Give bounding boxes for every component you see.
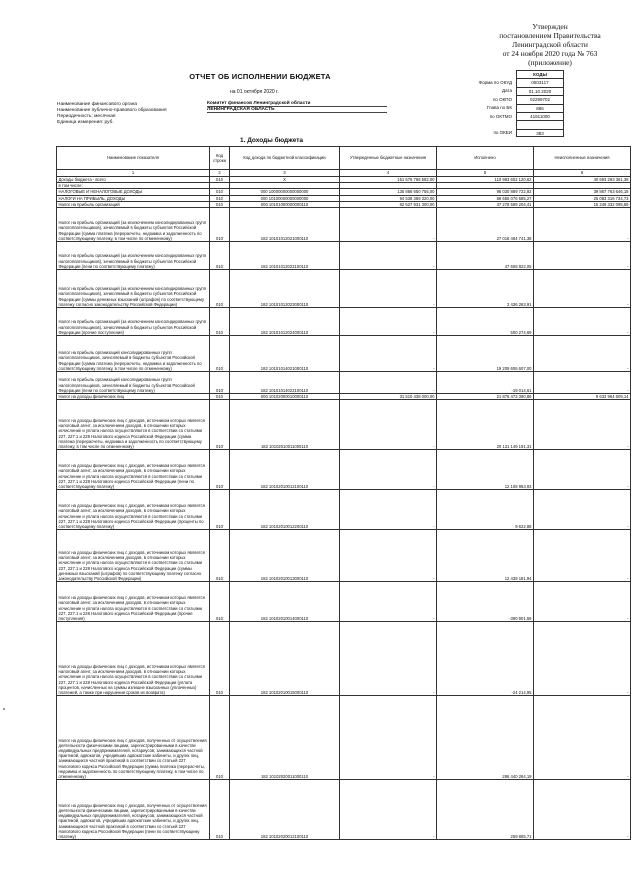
row-executed: -19 014,61: [437, 372, 534, 394]
row-executed: -390 901,56: [437, 582, 534, 622]
row-name: Налог на прибыль организаций: [57, 201, 210, 207]
row-approved: 151 576 796 582,00: [340, 177, 437, 183]
row-name: Налог на прибыль организаций консолидированных групп налогоплательщиков, зачисляемый в бюджеты субъектов Российской Федерации (сумма платежа (перерасчеты, недоимка и задолженность по соответствующему платежу, в том числе по отмененному): [57, 336, 210, 372]
row-line-code: 010: [210, 394, 230, 400]
table-row: [57, 622, 631, 696]
row-income-code: 000 10100000000000000: [230, 195, 340, 201]
code-label: по ОКТМО: [489, 113, 512, 119]
row-approved: -: [340, 622, 437, 696]
row-approved: -: [340, 208, 437, 242]
info-label: Наименование публично-правового образования: [57, 107, 167, 113]
row-name: Налог на доходы физических лиц с доходов, источником которых является налоговый агент, за исключением доходов, в отношении которых исчисление и уплата налога осуществляются в соответствии со статьями 227, 227.1 и 228 Налогового кодекса Российской Федерации (прочие поступления): [57, 582, 210, 622]
row-name: Налог на прибыль организаций (за исключением консолидированных групп налогоплательщиков), зачисляемый в бюджеты субъектов Российской Федерации (прочие поступления): [57, 308, 210, 336]
code-value: 383: [516, 129, 564, 137]
row-income-code: 000 10101000000000110: [230, 201, 340, 207]
row-approved: -: [340, 696, 437, 780]
row-line-code: 010: [210, 696, 230, 780]
table-body: [57, 177, 631, 840]
codes-header: КОДЫ: [516, 70, 564, 78]
row-unexecuted: -: [534, 622, 631, 696]
row-executed: 47 278 599 204,41: [437, 201, 534, 207]
row-approved: -: [340, 308, 437, 336]
row-line-code: 010: [210, 336, 230, 372]
code-value: 41911000: [516, 112, 564, 120]
row-income-code: 182 10102010013000110: [230, 530, 340, 582]
column-number: 3: [230, 170, 340, 177]
row-approved: -: [340, 582, 437, 622]
column-header: Неисполненные назначения: [534, 147, 631, 170]
table-row: [57, 270, 631, 308]
row-unexecuted: -: [534, 336, 631, 372]
code-row: [455, 78, 564, 86]
row-approved: 94 538 369 320,00: [340, 195, 437, 201]
row-unexecuted: -: [534, 530, 631, 582]
approval-line: Ленинградской области: [512, 40, 588, 49]
row-income-code: 182 10101012022100110: [230, 242, 340, 270]
row-income-code: 182 10102020012100110: [230, 780, 340, 840]
row-name: Налог на доходы физических лиц с доходов, источником которых является налоговый агент, за исключением доходов, в отношении которых исчисление и уплата налога осуществляются в соответствии со статьями 227, 227.1 и 228 Налогового кодекса Российской Федерации (проценты по соответствующему платежу): [57, 490, 210, 530]
row-unexecuted: -: [534, 696, 631, 780]
row-executed: 27 018 464 741,38: [437, 208, 534, 242]
table-row: [57, 400, 631, 450]
table-row: [57, 530, 631, 582]
row-line-code: 010: [210, 450, 230, 490]
code-value: [516, 120, 564, 128]
row-income-code: 182 10102010014000110: [230, 582, 340, 622]
report-info: [57, 101, 387, 126]
table-row: [57, 582, 631, 622]
row-income-code: 182 10101012021000110: [230, 208, 340, 242]
code-value: 01.10.2020: [516, 87, 564, 95]
report-title: ОТЧЕТ ОБ ИСПОЛНЕНИИ БЮДЖЕТА: [189, 72, 331, 81]
row-name: Налог на доходы физических лиц с доходов, источником которых является налоговый агент, за исключением доходов, в отношении которых исчисление и уплата налога осуществляются в соответствии со статьями 227, 227.1 и 228 Налогового кодекса Российской Федерации (сумма платежа (перерасчеты, недоимка и задолженность по соответствующему платежу, в том числе по отмененному): [57, 400, 210, 450]
info-label: Периодичность: месячная: [57, 113, 116, 119]
row-unexecuted: 40 693 293 361,38: [534, 177, 631, 183]
info-row: [57, 120, 387, 126]
code-row: [455, 129, 564, 137]
row-approved: -: [340, 530, 437, 582]
row-executed: 110 983 602 120,62: [437, 177, 534, 183]
row-unexecuted: -: [534, 308, 631, 336]
row-income-code: 182 10101014022100110: [230, 372, 340, 394]
row-name: Налог на доходы физических лиц: [57, 394, 210, 400]
table-row: [57, 696, 631, 780]
row-executed: 500 274,69: [437, 308, 534, 336]
row-unexecuted: -: [534, 490, 631, 530]
code-row: [455, 95, 564, 103]
table-row: [57, 450, 631, 490]
table-row: [57, 242, 631, 270]
row-unexecuted: 9 633 964 609,14: [534, 394, 631, 400]
codes-header-row: [455, 70, 564, 78]
table-row: [57, 780, 631, 840]
row-name: Налог на доходы физических лиц с доходов, полученных от осуществления деятельности физическими лицами, зарегистрированными в качестве индивидуальных предпринимателей, нотариусов, занимающихся частной практикой, адвокатов, учредивших адвокатские кабинеты, и других лиц, занимающихся частной практикой в соответствии со статьей 227 Налогового кодекса Российской Федерации (пени по соответствующему платежу): [57, 780, 210, 840]
code-row: [455, 112, 564, 120]
row-line-code: 010: [210, 582, 230, 622]
row-unexecuted: -: [534, 242, 631, 270]
approval-line: от 24 ноября 2020 года № 763: [502, 49, 598, 58]
row-approved: 135 886 650 755,00: [340, 189, 437, 195]
row-line-code: 010: [210, 530, 230, 582]
info-label: Наименование финансового органа: [57, 101, 138, 107]
info-value: ЛЕНИНГРАДСКАЯ ОБЛАСТЬ: [207, 107, 387, 113]
row-name: НАЛОГОВЫЕ И НЕНАЛОГОВЫЕ ДОХОДЫ: [57, 189, 210, 195]
code-value: 0503117: [516, 78, 564, 86]
row-name: Налог на доходы физических лиц с доходов, источником которых является налоговый агент, за исключением доходов, в отношении которых исчисление и уплата налога осуществляются в соответствии со статьями 227, 227.1 и 228 Налогового кодекса Российской Федерации (суммы денежных взысканий (штрафов) по соответствующему платежу согласно законодательству Российской Федерации): [57, 530, 210, 582]
row-income-code: 000 10102000010000110: [230, 394, 340, 400]
row-name: Налог на прибыль организаций (за исключением консолидированных групп налогоплательщиков), зачисляемый в бюджеты субъектов Российской Федерации (сумма платежа (перерасчеты, недоимка и задолженность по соответствующему платежу, в том числе по отмененному): [57, 208, 210, 242]
column-header: Код дохода по бюджетной классификации: [230, 147, 340, 170]
row-line-code: 010: [210, 201, 230, 207]
code-label: по ОКЕИ: [493, 130, 512, 136]
table-row: [57, 490, 631, 530]
row-income-code: 182 10101012023000110: [230, 270, 340, 308]
row-line-code: 010: [210, 177, 230, 183]
scan-speck: [3, 708, 5, 710]
report-date: на 01 октября 2020 г.: [230, 89, 279, 95]
table-row: [57, 208, 631, 242]
row-executed: 12 108 953,93: [437, 450, 534, 490]
row-unexecuted: -: [534, 780, 631, 840]
row-line-code: 010: [210, 208, 230, 242]
code-row: [455, 87, 564, 95]
row-line-code: 010: [210, 400, 230, 450]
row-unexecuted: 15 249 332 095,59: [534, 201, 631, 207]
code-row: [455, 120, 564, 128]
column-number: 1: [57, 170, 210, 177]
approval-line: постановлением Правительства: [499, 31, 601, 40]
column-number: 4: [340, 170, 437, 177]
code-value: 886: [516, 104, 564, 112]
row-line-code: 010: [210, 308, 230, 336]
row-executed: 2 436 263,91: [437, 270, 534, 308]
row-line-code: 010: [210, 372, 230, 394]
row-approved: -: [340, 780, 437, 840]
row-approved: -: [340, 400, 437, 450]
row-income-code: 182 10102010012200110: [230, 490, 340, 530]
row-name: Налог на доходы физических лиц с доходов, источником которых является налоговый агент, за исключением доходов, в отношении которых исчисление и уплата налога осуществляются в соответствии со статьями 227, 227.1 и 228 Налогового кодекса Российской Федерации (пени по соответствующему платежу): [57, 450, 210, 490]
row-unexecuted: 39 867 763 646,18: [534, 189, 631, 195]
row-income-code: 182 10102010011000110: [230, 400, 340, 450]
approval-line: Утвержден: [532, 22, 568, 31]
info-label: Единица измерения: руб.: [57, 120, 114, 126]
income-table: [56, 146, 631, 840]
row-approved: -: [340, 490, 437, 530]
row-line-code: 010: [210, 242, 230, 270]
row-executed: 259 885,71: [437, 780, 534, 840]
column-number: 2: [210, 170, 230, 177]
row-executed: 9 622,88: [437, 490, 534, 530]
table-header-row: [57, 147, 631, 170]
row-executed: 19 209 606 607,00: [437, 336, 534, 372]
code-row: [455, 104, 564, 112]
row-line-code: 010: [210, 189, 230, 195]
row-name: Налог на доходы физических лиц с доходов, источником которых является налоговый агент, за исключением доходов, в отношении которых исчисление и уплата налога осуществляются в соответствии со статьями 227, 227.1 и 228 Налогового кодекса Российской Федерации (уплата процентов, начисленных на суммы излишне взысканных (уплаченных) платежей, а также при нарушении сроков их возврата): [57, 622, 210, 696]
column-number-row: [57, 170, 631, 177]
row-approved: -: [340, 450, 437, 490]
table-row: [57, 336, 631, 372]
row-approved: -: [340, 270, 437, 308]
row-name: Доходы бюджета - всего: [57, 177, 210, 183]
code-value: 02299702: [516, 95, 564, 103]
row-income-code: 182 10102010015000110: [230, 622, 340, 696]
column-header: Наименование показателя: [57, 147, 210, 170]
code-label: по ОКПО: [492, 96, 512, 102]
column-header: Код строки: [210, 147, 230, 170]
row-income-code: 182 10101014021000110: [230, 336, 340, 372]
row-executed: 68 655 076 585,27: [437, 195, 534, 201]
row-executed: 12 439 181,94: [437, 530, 534, 582]
info-value: Комитет финансов Ленинградской области: [207, 101, 387, 107]
row-approved: 31 510 438 000,00: [340, 394, 437, 400]
row-line-code: 010: [210, 490, 230, 530]
approval-line: (приложение): [528, 58, 572, 67]
row-name: Налог на доходы физических лиц с доходов, полученных от осуществления деятельности физическими лицами, зарегистрированными в качестве индивидуальных предпринимателей, нотариусов, занимающихся частной практикой, адвокатов, учредивших адвокатские кабинеты, и других лиц, занимающихся частной практикой в соответствии со статьей 227 Налогового кодекса Российской Федерации (сумма платежа (перерасчеты, недоимка и задолженность по соответствующему платежу, в том числе по отмененному): [57, 696, 210, 780]
row-approved: -: [340, 372, 437, 394]
approval-stamp: [470, 22, 630, 67]
code-label: Форма по ОКУД: [478, 80, 512, 86]
table-row: [57, 308, 631, 336]
row-approved: -: [340, 242, 437, 270]
column-header: Утвержденные бюджетные назначения: [340, 147, 437, 170]
column-number: 6: [534, 170, 631, 177]
code-label: Дата: [502, 88, 512, 94]
row-unexecuted: -: [534, 372, 631, 394]
row-line-code: 010: [210, 195, 230, 201]
row-executed: 96 030 889 722,92: [437, 189, 534, 195]
column-header: Исполнено: [437, 147, 534, 170]
column-number: 5: [437, 170, 534, 177]
row-income-code: 182 10102020011000110: [230, 696, 340, 780]
row-income-code: 182 10102010012100110: [230, 450, 340, 490]
row-unexecuted: -: [534, 400, 631, 450]
row-name: Налог на прибыль организаций (за исключением консолидированных групп налогоплательщиков), зачисляемый в бюджеты субъектов Российской Федерации (пени по соответствующему платежу): [57, 242, 210, 270]
row-income-code: X: [230, 177, 340, 183]
row-executed: 47 608 822,05: [437, 242, 534, 270]
row-executed: -24 214,95: [437, 622, 534, 696]
row-name: НАЛОГИ НА ПРИБЫЛЬ, ДОХОДЫ: [57, 195, 210, 201]
row-name: Налог на прибыль организаций (за исключением консолидированных групп налогоплательщиков), зачисляемый в бюджеты субъектов Российской Федерации (суммы денежных взысканий (штрафов) по соответствующему платежу согласно законодательству Российской Федерации): [57, 270, 210, 308]
section-title: 1. Доходы бюджета: [240, 137, 304, 144]
row-line-code: 010: [210, 622, 230, 696]
row-line-code: 010: [210, 270, 230, 308]
row-unexecuted: 25 083 316 734,73: [534, 195, 631, 201]
info-row: [57, 107, 387, 113]
row-executed: 20 131 149 191,31: [437, 400, 534, 450]
row-name: Налог на прибыль организаций консолидированных групп налогоплательщиков, зачисляемый в бюджеты субъектов Российской Федерации (пени по соответствующему платежу): [57, 372, 210, 394]
row-income-code: 000 10000000000000000: [230, 189, 340, 195]
row-name: в том числе:: [57, 183, 210, 189]
row-line-code: 010: [210, 780, 230, 840]
row-income-code: 182 10101012024000110: [230, 308, 340, 336]
row-approved: -: [340, 336, 437, 372]
code-label: Глава по БК: [486, 105, 512, 111]
row-unexecuted: -: [534, 450, 631, 490]
table-row: [57, 372, 631, 394]
codes-block: [455, 70, 564, 137]
row-approved: 62 527 931 300,00: [340, 201, 437, 207]
row-executed: 286 440 264,19: [437, 696, 534, 780]
row-executed: 21 876 473 390,86: [437, 394, 534, 400]
row-unexecuted: -: [534, 208, 631, 242]
row-unexecuted: -: [534, 270, 631, 308]
row-unexecuted: -: [534, 582, 631, 622]
